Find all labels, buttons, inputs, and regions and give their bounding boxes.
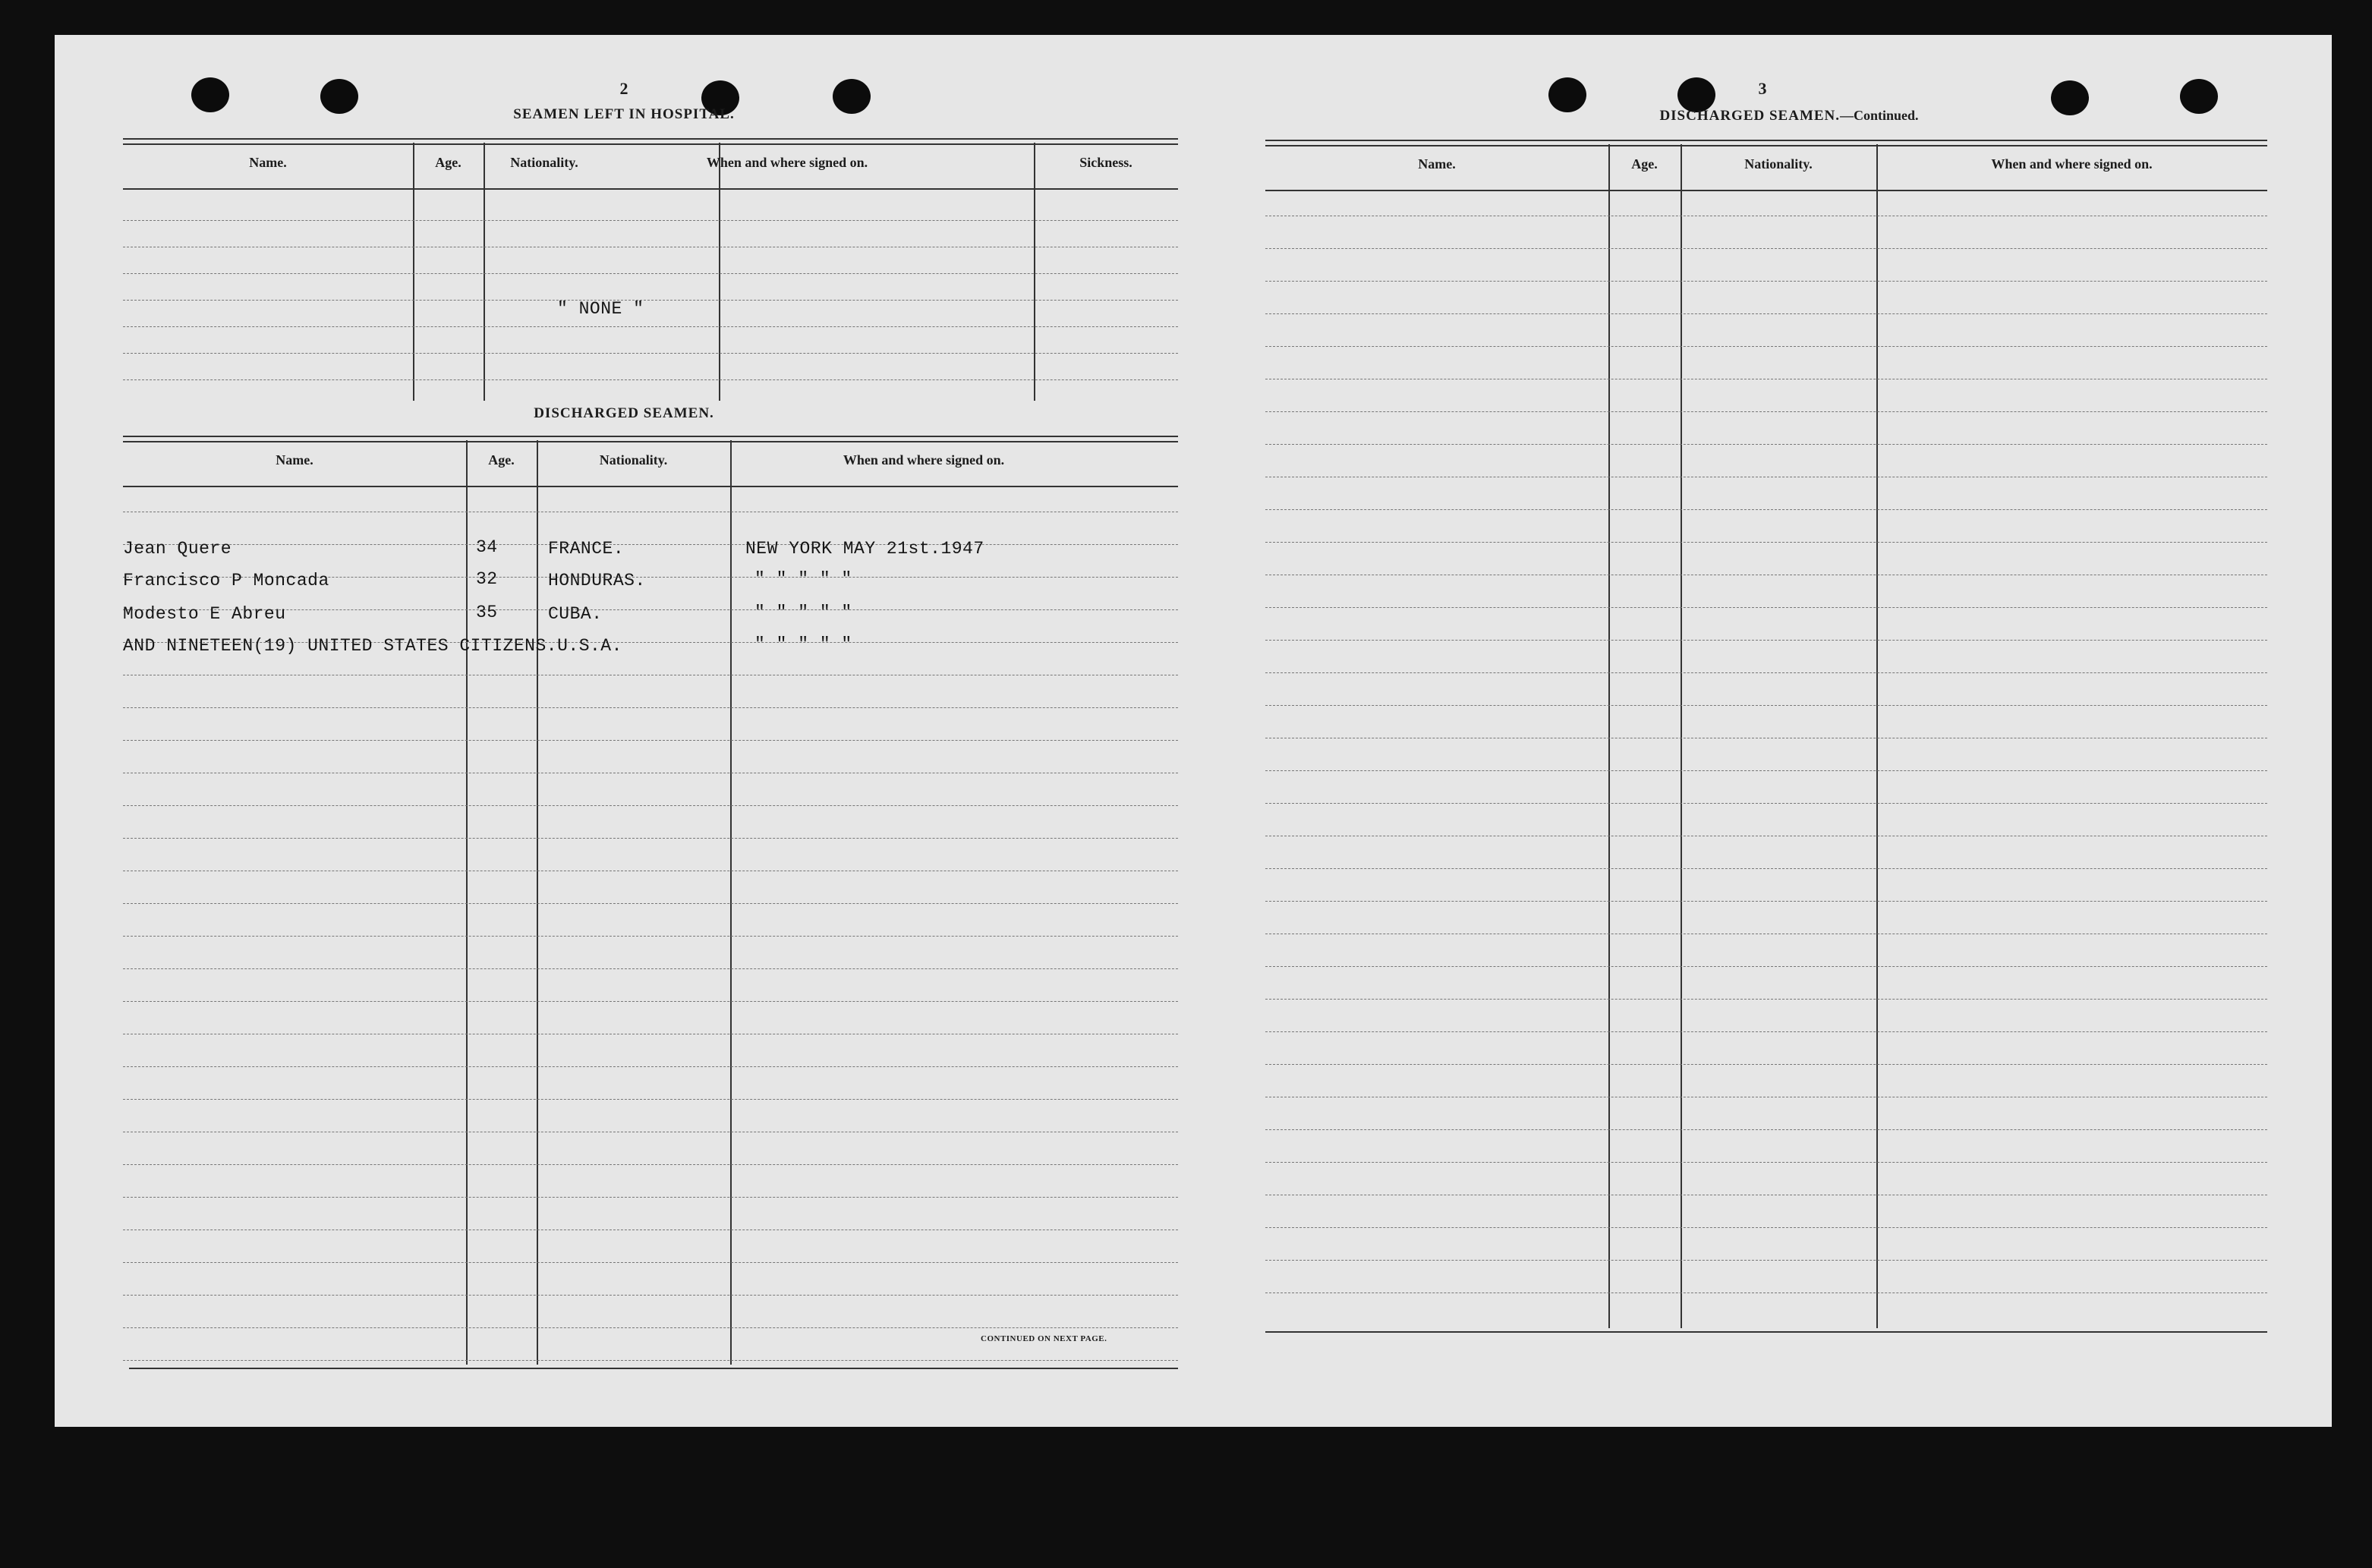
column-header: Nationality. [1744, 156, 1813, 172]
seaman-name: Jean Quere [123, 539, 232, 559]
column-header: When and where signed on. [1991, 156, 2153, 172]
ruled-line [1265, 966, 2267, 967]
seaman-signed-on: " " " " " [754, 603, 852, 622]
ruled-line [123, 805, 1178, 806]
ruled-line [123, 1164, 1178, 1165]
seaman-signed-on: " " " " " [754, 569, 852, 589]
ruled-line [123, 903, 1178, 904]
column-header: When and where signed on. [843, 452, 1005, 468]
column-header: Name. [276, 452, 313, 468]
ruled-line [123, 1262, 1178, 1263]
left-page [123, 35, 1178, 1427]
ruled-line [123, 1197, 1178, 1198]
ruled-line [1265, 1031, 2267, 1032]
ruled-line [1265, 1227, 2267, 1228]
ruled-line [123, 707, 1178, 708]
discharged-section-title: DISCHARGED SEAMEN. [534, 405, 714, 421]
section-title-text: DISCHARGED SEAMEN. [1659, 108, 1841, 124]
page-number: 3 [1758, 79, 1767, 98]
ruled-line [1265, 901, 2267, 902]
ruled-line [1265, 411, 2267, 412]
column-header: Name. [1418, 156, 1456, 172]
ruled-line [1265, 803, 2267, 804]
seaman-name: AND NINETEEN(19) UNITED STATES CITIZENS.U.S.A. [123, 636, 622, 656]
seaman-nationality: FRANCE. [548, 539, 625, 559]
ruled-line [1265, 770, 2267, 771]
hospital-table [123, 138, 1178, 402]
ruled-line [123, 1360, 1178, 1361]
ruled-line [123, 936, 1178, 937]
seaman-age: 32 [476, 569, 498, 589]
ruled-line [123, 968, 1178, 969]
ruled-line [1265, 1162, 2267, 1163]
ruled-line [1265, 248, 2267, 249]
ruled-line [123, 1099, 1178, 1100]
section-title-continued: —Continued. [1840, 108, 1919, 123]
ruled-line [1265, 868, 2267, 869]
ruled-line [1265, 444, 2267, 445]
column-header: Sickness. [1079, 155, 1132, 170]
ruled-line [1265, 346, 2267, 347]
hospital-entry: " NONE " [557, 299, 644, 319]
continued-table [1265, 140, 2267, 1339]
seaman-nationality: CUBA. [548, 604, 603, 624]
column-header: Age. [1631, 156, 1658, 172]
ruled-line [1265, 640, 2267, 641]
seaman-age: 35 [476, 603, 498, 622]
document-paper [55, 35, 2332, 1427]
ruled-line [1265, 672, 2267, 673]
seaman-age: 34 [476, 537, 498, 557]
ruled-line [1265, 313, 2267, 314]
column-header: When and where signed on. [706, 155, 868, 170]
continued-section-title [1577, 108, 2002, 124]
ruled-line [123, 1295, 1178, 1296]
seaman-name: Modesto E Abreu [123, 604, 286, 624]
ruled-line [1265, 1129, 2267, 1130]
ruled-line [1265, 1064, 2267, 1065]
seaman-signed-on: " " " " " [754, 634, 852, 654]
seaman-nationality: HONDURAS. [548, 571, 646, 590]
ruled-line [1265, 1260, 2267, 1261]
ruled-line [1265, 281, 2267, 282]
ruled-line [1265, 542, 2267, 543]
ruled-line [123, 1001, 1178, 1002]
ruled-line [123, 740, 1178, 741]
right-page [1265, 35, 2324, 1427]
ruled-line [1265, 999, 2267, 1000]
ruled-line [1265, 509, 2267, 510]
page-number: 2 [619, 79, 628, 98]
ruled-line [1265, 607, 2267, 608]
ruled-line [123, 1066, 1178, 1067]
ruled-line [1265, 1292, 2267, 1293]
discharged-table [123, 436, 1178, 1369]
ruled-line [123, 544, 1178, 545]
column-header: Nationality. [599, 452, 668, 468]
seaman-name: Francisco P Moncada [123, 571, 329, 590]
column-header: Nationality. [510, 155, 578, 170]
continued-note: CONTINUED ON NEXT PAGE. [981, 1334, 1107, 1343]
ruled-line [123, 1327, 1178, 1328]
seaman-signed-on: NEW YORK MAY 21st.1947 [745, 539, 984, 559]
column-header: Name. [249, 155, 287, 170]
column-header: Age. [435, 155, 461, 170]
column-header: Age. [488, 452, 515, 468]
hospital-section-title: SEAMEN LEFT IN HOSPITAL. [513, 106, 735, 122]
ruled-line [123, 838, 1178, 839]
ruled-line [1265, 705, 2267, 706]
